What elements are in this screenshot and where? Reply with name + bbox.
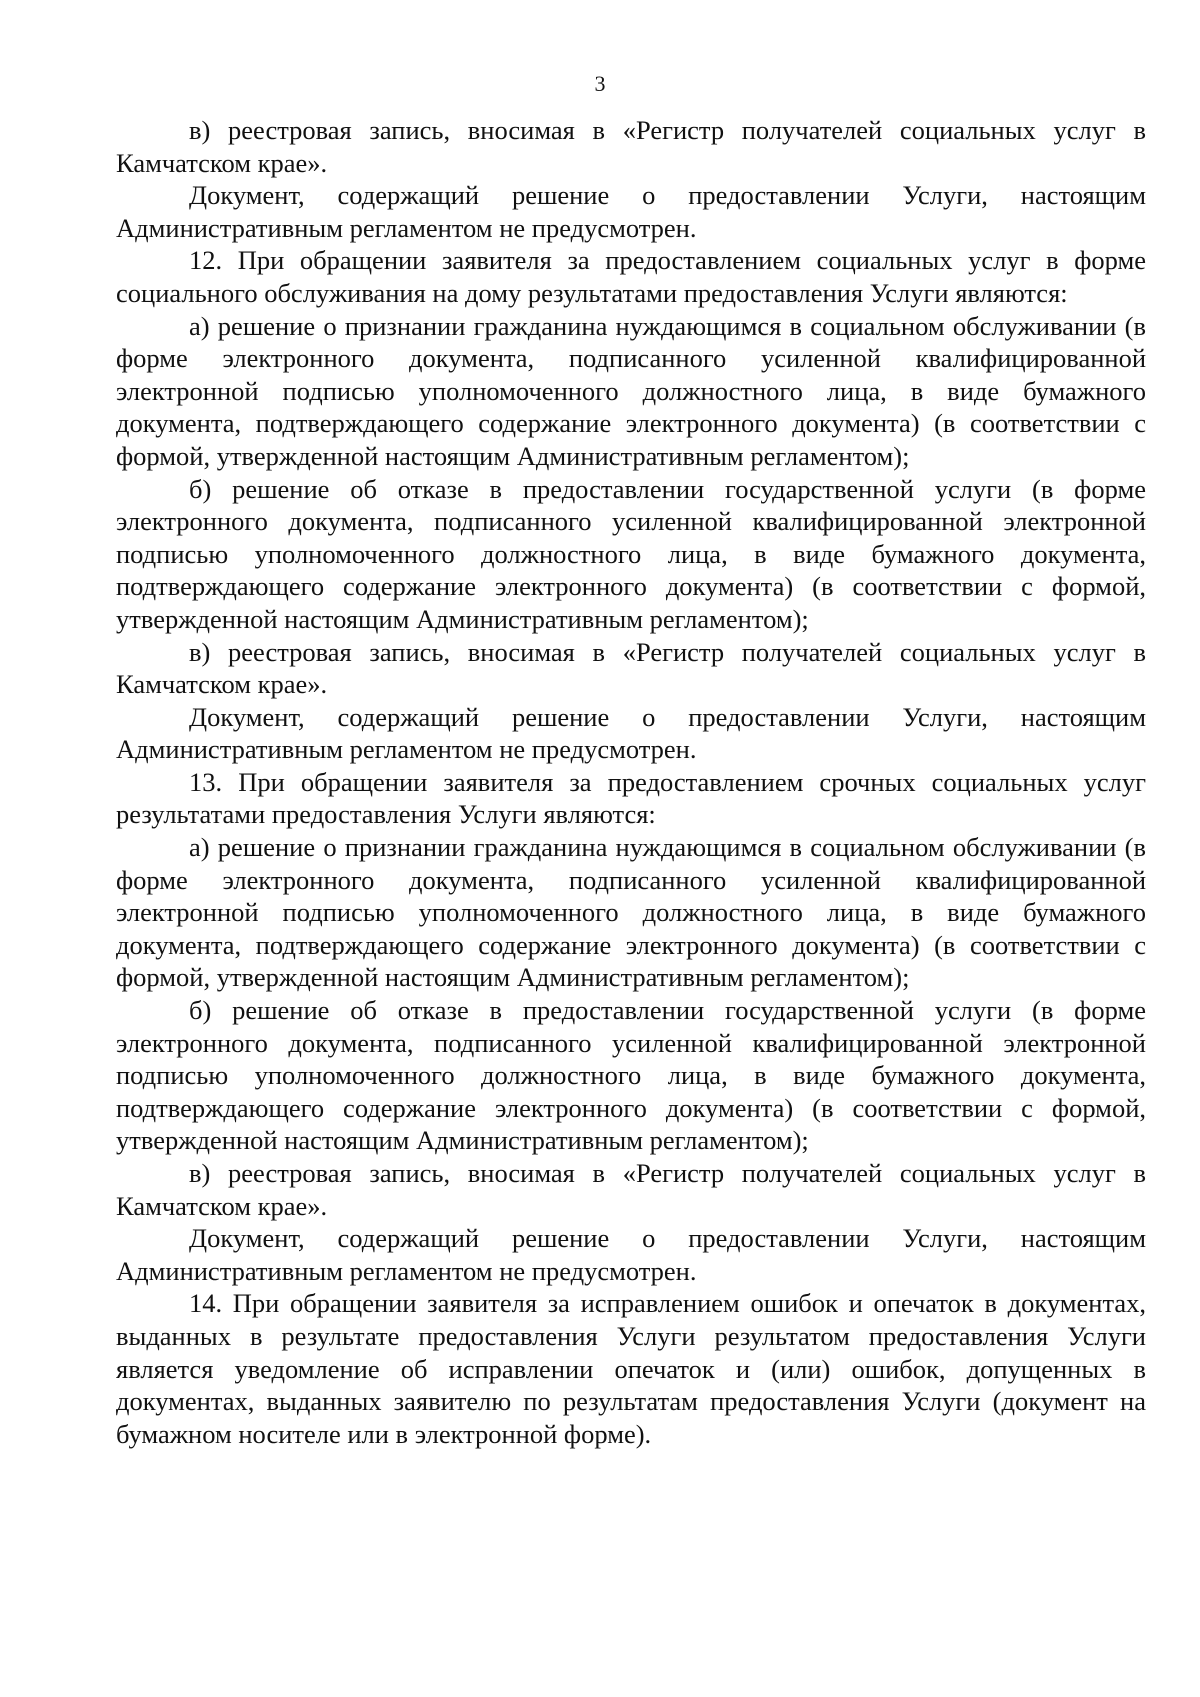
paragraph: б) решение об отказе в предоставлении государственной услуги (в форме электронного документа, подписанного усиленной квалифицированной электронной подписью уполномоченного должностного лица, в виде бумажного документа, подтверждающего содержание электронного документа) (в соответствии с формой, утвержденной настоящим Административным регламентом);: [116, 473, 1146, 634]
paragraph: Документ, содержащий решение о предоставлении Услуги, настоящим Административным регламентом не предусмотрен.: [116, 701, 1146, 765]
paragraph: 14. При обращении заявителя за исправлением ошибок и опечаток в документах, выданных в результате предоставления Услуги результатом предоставления Услуги является уведомление об исправлении опечаток и (или) ошибок, допущенных в документах, выданных заявителю по результатам предоставления Услуги (документ на бумажном носителе или в электронной форме).: [116, 1288, 1146, 1449]
paragraph: б) решение об отказе в предоставлении государственной услуги (в форме электронного документа, подписанного усиленной квалифицированной электронной подписью уполномоченного должностного лица, в виде бумажного документа, подтверждающего содержание электронного документа) (в соответствии с формой, утвержденной настоящим Административным регламентом);: [116, 995, 1146, 1156]
paragraph: 13. При обращении заявителя за предоставлением срочных социальных услуг результатами предоставления Услуги являются:: [116, 766, 1146, 830]
paragraph: в) реестровая запись, вносимая в «Регистр получателей социальных услуг в Камчатском крае».: [116, 115, 1146, 178]
paragraph: в) реестровая запись, вносимая в «Регистр получателей социальных услуг в Камчатском крае».: [116, 636, 1146, 700]
page-number: 3: [594, 71, 606, 96]
paragraph: Документ, содержащий решение о предоставлении Услуги, настоящим Административным регламентом не предусмотрен.: [116, 180, 1146, 243]
paragraph: а) решение о признании гражданина нуждающимся в социальном обслуживании (в форме электронного документа, подписанного усиленной квалифицированной электронной подписью уполномоченного должностного лица, в виде бумажного документа, подтверждающего содержание электронного документа) (в соответствии с формой, утвержденной настоящим Административным регламентом);: [116, 310, 1146, 471]
paragraph: Документ, содержащий решение о предоставлении Услуги, настоящим Административным регламентом не предусмотрен.: [116, 1223, 1146, 1286]
paragraph: 12. При обращении заявителя за предоставлением социальных услуг в форме социального обслуживания на дому результатами предоставления Услуги являются:: [116, 245, 1146, 308]
paragraph: а) решение о признании гражданина нуждающимся в социальном обслуживании (в форме электронного документа, подписанного усиленной квалифицированной электронной подписью уполномоченного должностного лица, в виде бумажного документа, подтверждающего содержание электронного документа) (в соответствии с формой, утвержденной настоящим Административным регламентом);: [116, 832, 1146, 993]
paragraph: в) реестровая запись, вносимая в «Регистр получателей социальных услуг в Камчатском крае».: [116, 1158, 1146, 1221]
document-body: [116, 114, 1146, 1450]
